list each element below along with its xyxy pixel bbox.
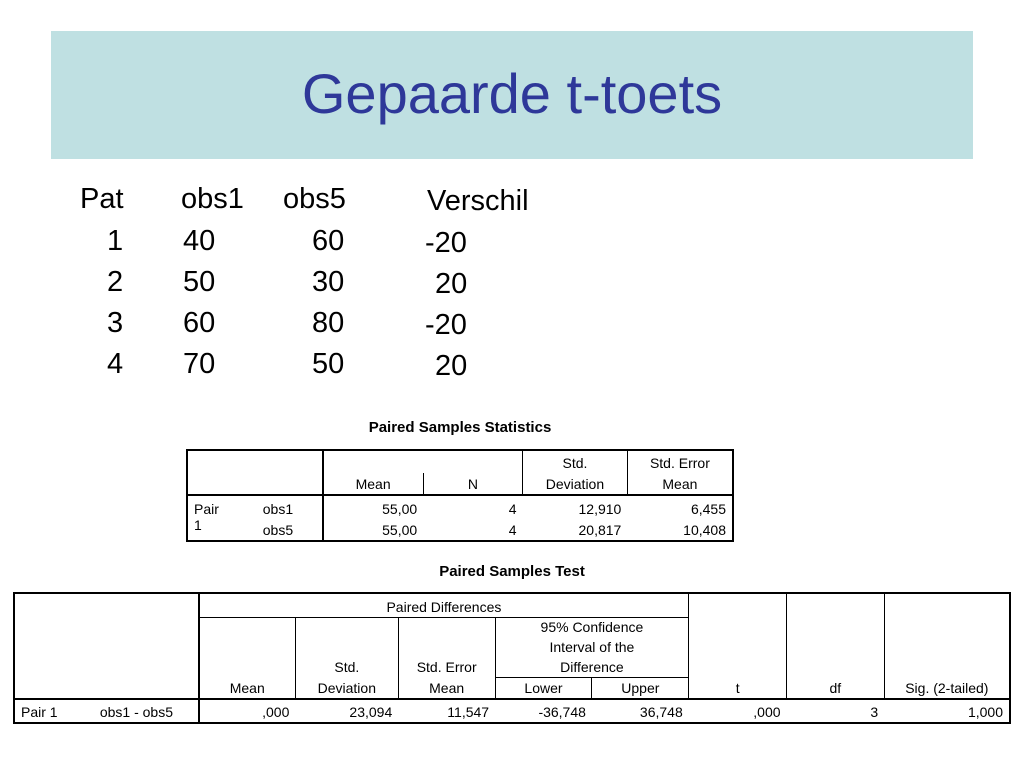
test-col-mean: Mean bbox=[229, 680, 265, 696]
pat-cell: 3 bbox=[107, 307, 124, 339]
test-col-stddev-2: Deviation bbox=[295, 677, 398, 699]
stats-mean: 55,00 bbox=[382, 501, 418, 517]
test-mean: ,000 bbox=[262, 704, 290, 720]
stats-stderr: 10,408 bbox=[683, 522, 726, 538]
stats-table-title: Paired Samples Statistics bbox=[368, 419, 552, 436]
ci-header-line-2: Interval of the bbox=[495, 637, 689, 657]
stats-pair-number: 1 bbox=[194, 517, 202, 533]
stats-col-mean: Mean bbox=[355, 476, 391, 492]
stats-n: 4 bbox=[508, 501, 517, 517]
obs5-cell: 60 bbox=[312, 225, 345, 257]
stats-var: obs5 bbox=[257, 519, 323, 541]
verschil-cell: -20 bbox=[425, 227, 467, 259]
stats-col-stddev-1: Std. bbox=[523, 450, 628, 473]
test-pair-vars: obs1 - obs5 bbox=[94, 699, 199, 723]
test-stderr: 11,547 bbox=[447, 704, 490, 720]
header-obs5: obs5 bbox=[283, 183, 346, 215]
test-upper: 36,748 bbox=[639, 704, 683, 720]
obs5-cell: 50 bbox=[312, 348, 345, 380]
paired-stats-table bbox=[186, 449, 734, 542]
header-pat: Pat bbox=[80, 183, 124, 215]
obs5-cell: 80 bbox=[312, 307, 345, 339]
test-col-stderr-2: Mean bbox=[398, 677, 495, 699]
stats-pair-label: Pair bbox=[194, 501, 219, 517]
test-stddev: 23,094 bbox=[349, 704, 393, 720]
header-verschil: Verschil bbox=[427, 185, 529, 217]
stats-col-stderr-1: Std. Error bbox=[627, 450, 733, 473]
stats-header-blank bbox=[187, 450, 257, 473]
pat-cell: 1 bbox=[107, 225, 124, 257]
ci-header-line-3: Difference bbox=[495, 657, 689, 677]
test-col-sig: Sig. (2-tailed) bbox=[884, 677, 1010, 699]
stats-stddev: 20,817 bbox=[578, 522, 622, 538]
test-col-t: t bbox=[689, 677, 787, 699]
paired-differences-header: Paired Differences bbox=[199, 593, 689, 617]
obs1-cell: 60 bbox=[183, 307, 216, 339]
verschil-cell: 20 bbox=[435, 350, 468, 382]
obs1-cell: 70 bbox=[183, 348, 216, 380]
test-col-stddev-1: Std. bbox=[295, 657, 398, 677]
pat-cell: 4 bbox=[107, 348, 124, 380]
obs1-cell: 50 bbox=[183, 266, 216, 298]
test-col-upper: Upper bbox=[592, 677, 689, 699]
obs1-cell: 40 bbox=[183, 225, 216, 257]
ci-header-line-1: 95% Confidence bbox=[495, 617, 689, 637]
test-col-df: df bbox=[787, 677, 885, 699]
verschil-cell: -20 bbox=[425, 309, 467, 341]
header-obs1: obs1 bbox=[181, 183, 244, 215]
stats-stderr: 6,455 bbox=[690, 501, 726, 517]
test-lower: -36,748 bbox=[538, 704, 586, 720]
stats-mean: 55,00 bbox=[382, 522, 418, 538]
slide-title: Gepaarde t-toets bbox=[301, 62, 723, 125]
test-sig: 1,000 bbox=[967, 704, 1003, 720]
stats-col-n: N bbox=[423, 473, 522, 495]
test-df: 3 bbox=[870, 704, 879, 720]
stats-stddev: 12,910 bbox=[578, 501, 622, 517]
test-col-lower: Lower bbox=[495, 677, 592, 699]
verschil-cell: 20 bbox=[435, 268, 468, 300]
title-band bbox=[51, 31, 973, 159]
stats-var: obs1 bbox=[257, 495, 323, 519]
stats-header-blank bbox=[257, 450, 323, 473]
stats-n: 4 bbox=[508, 522, 517, 538]
test-table-title: Paired Samples Test bbox=[439, 563, 585, 580]
test-col-stderr-1: Std. Error bbox=[398, 657, 495, 677]
stats-col-stddev-2: Deviation bbox=[523, 473, 628, 495]
test-t: ,000 bbox=[753, 704, 781, 720]
obs5-cell: 30 bbox=[312, 266, 345, 298]
paired-test-table bbox=[13, 592, 1011, 724]
test-pair-label: Pair 1 bbox=[21, 704, 58, 720]
pat-cell: 2 bbox=[107, 266, 124, 298]
stats-col-stderr-2: Mean bbox=[627, 473, 733, 495]
